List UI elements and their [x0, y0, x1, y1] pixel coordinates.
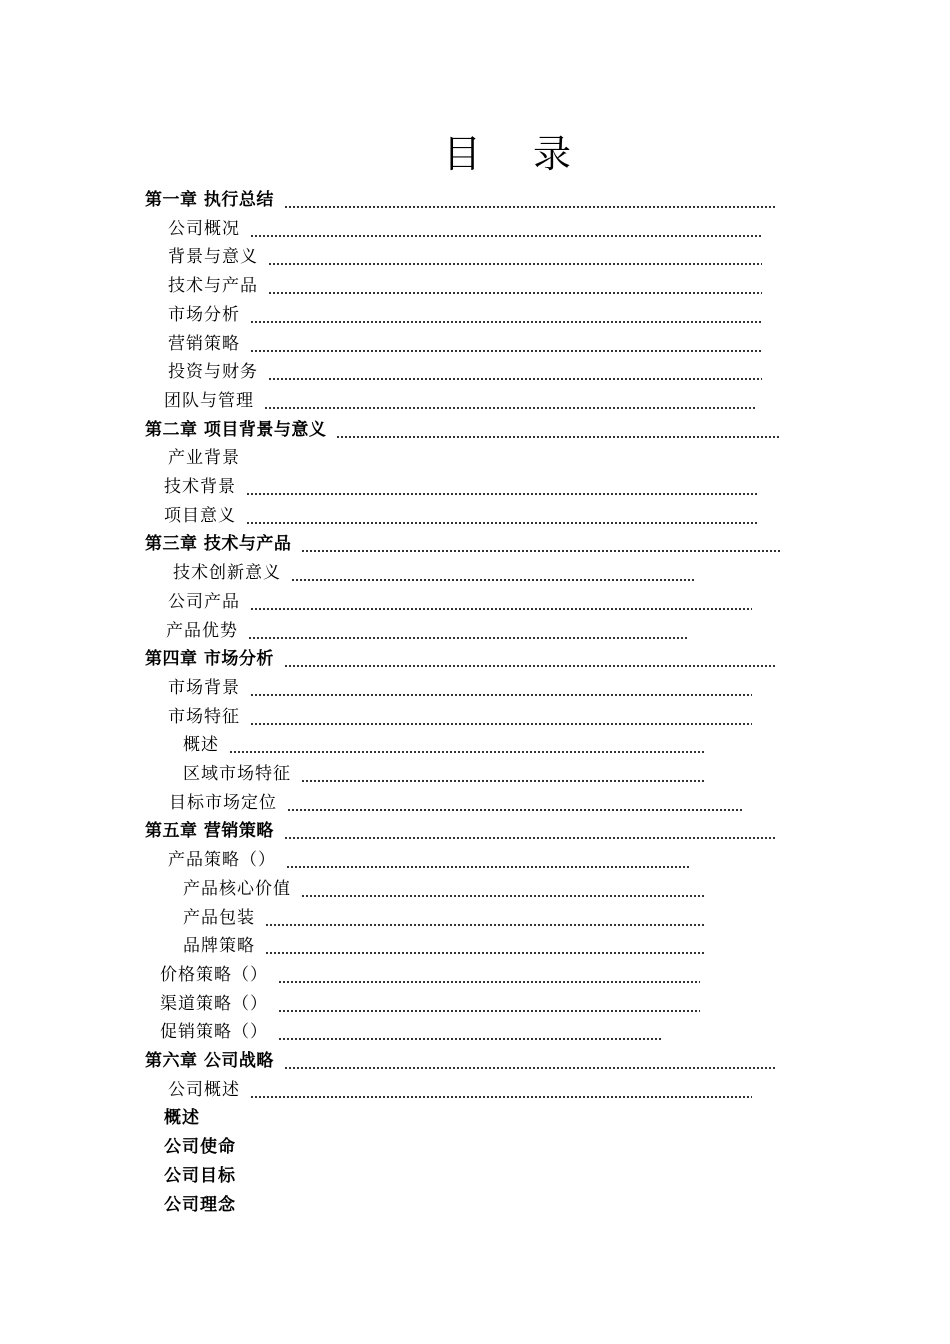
toc-chapter-entry[interactable]	[145, 414, 781, 442]
toc-entry[interactable]	[168, 701, 752, 729]
toc-entry[interactable]	[164, 471, 757, 499]
toc-entry-label: 渠道策略（）	[160, 993, 268, 1014]
toc-entry[interactable]	[168, 1074, 752, 1102]
toc-entry-label: 第四章 市场分析	[145, 649, 274, 670]
toc-entry-label: 产业背景	[168, 448, 240, 469]
dot-leader	[284, 206, 776, 208]
dot-leader	[268, 263, 762, 265]
dot-leader	[284, 837, 776, 839]
toc-entry-label: 公司概况	[168, 218, 240, 239]
toc-entry[interactable]	[164, 1102, 400, 1130]
toc-entry-label: 促销策略（）	[160, 1022, 268, 1043]
toc-entry-label: 第一章 执行总结	[145, 190, 274, 210]
toc-entry-label: 产品核心价值	[183, 878, 291, 899]
toc-entry-label: 公司目标	[164, 1165, 236, 1186]
toc-chapter-entry[interactable]	[145, 528, 781, 556]
dot-leader	[284, 665, 776, 667]
toc-entry[interactable]	[168, 328, 762, 356]
dot-leader	[264, 407, 757, 409]
toc-entry[interactable]	[164, 500, 757, 528]
toc-entry[interactable]	[169, 787, 743, 815]
toc-entry-label: 产品策略（）	[168, 850, 276, 871]
toc-entry[interactable]	[183, 729, 705, 757]
toc-entry[interactable]	[164, 1131, 400, 1159]
toc-entry-label: 第六章 公司战略	[145, 1051, 274, 1071]
toc-entry[interactable]	[168, 356, 762, 384]
toc-entry-label: 背景与意义	[168, 247, 258, 268]
toc-entry-label: 公司产品	[168, 591, 240, 612]
dot-leader	[301, 550, 781, 552]
toc-entry-label: 市场特征	[168, 706, 240, 727]
toc-entry[interactable]	[168, 241, 762, 269]
toc-entry-label: 市场背景	[168, 677, 240, 698]
toc-entry-label: 第五章 营销策略	[145, 821, 274, 842]
toc-entry[interactable]	[168, 213, 762, 241]
dot-leader	[265, 924, 705, 926]
dot-leader	[229, 751, 705, 753]
dot-leader	[250, 1096, 752, 1098]
dot-leader	[278, 1010, 700, 1012]
toc-entry[interactable]	[160, 988, 700, 1016]
dot-leader	[287, 809, 743, 811]
toc-entry-label: 目标市场定位	[169, 792, 277, 813]
dot-leader	[301, 780, 705, 782]
toc-entry-label: 第三章 技术与产品	[145, 534, 292, 555]
toc-entry-label: 公司概述	[168, 1079, 240, 1100]
toc-entry-label: 价格策略（）	[160, 964, 268, 985]
toc-entry[interactable]	[164, 1189, 400, 1217]
dot-leader	[250, 235, 762, 237]
dot-leader	[268, 378, 762, 380]
toc-entry-label: 产品优势	[166, 620, 238, 641]
dot-leader	[250, 694, 752, 696]
toc-entry[interactable]	[164, 1160, 400, 1188]
dot-leader	[250, 321, 762, 323]
dot-leader	[278, 981, 700, 983]
page-title: 目 录	[442, 132, 592, 176]
dot-leader	[284, 1067, 776, 1069]
toc-entry[interactable]	[168, 672, 752, 700]
toc-entry-label: 概述	[164, 1108, 200, 1129]
toc-chapter-entry[interactable]	[145, 815, 776, 843]
toc-entry[interactable]	[168, 442, 757, 470]
toc-entry-label: 技术创新意义	[173, 563, 281, 584]
dot-leader	[248, 637, 688, 639]
toc-entry[interactable]	[168, 270, 762, 298]
toc-entry[interactable]	[173, 557, 695, 585]
toc-entry[interactable]	[164, 385, 757, 413]
toc-entry[interactable]	[160, 959, 700, 987]
dot-leader	[246, 522, 757, 524]
dot-leader	[246, 493, 757, 495]
toc-entry-label: 第二章 项目背景与意义	[145, 419, 327, 440]
toc-chapter-entry[interactable]	[145, 184, 776, 212]
toc-entry-label: 项目意义	[164, 505, 236, 526]
dot-leader	[268, 292, 762, 294]
toc-entry-label: 品牌策略	[183, 936, 255, 957]
toc-entry-label: 公司使命	[164, 1137, 236, 1158]
dot-leader	[291, 579, 695, 581]
toc-entry[interactable]	[183, 930, 705, 958]
toc-entry[interactable]	[168, 299, 762, 327]
toc-entry[interactable]	[166, 615, 688, 643]
dot-leader	[250, 350, 762, 352]
toc-entry-label: 技术背景	[164, 477, 236, 497]
dot-leader	[336, 436, 781, 438]
dot-leader	[301, 895, 705, 897]
dot-leader	[286, 866, 690, 868]
toc-entry[interactable]	[183, 873, 705, 901]
toc-entry-label: 概述	[183, 735, 219, 756]
toc-entry[interactable]	[183, 758, 705, 786]
toc-chapter-entry[interactable]	[145, 643, 776, 671]
toc-entry[interactable]	[168, 586, 752, 614]
dot-leader	[250, 608, 752, 610]
toc-entry[interactable]	[183, 902, 705, 930]
toc-entry-label: 技术与产品	[168, 276, 258, 297]
dot-leader	[250, 723, 752, 725]
dot-leader	[278, 1038, 661, 1040]
toc-entry-label: 区域市场特征	[183, 764, 291, 784]
toc-entry-label: 产品包装	[183, 907, 255, 928]
toc-entry-label: 团队与管理	[164, 390, 254, 411]
toc-entry-label: 市场分析	[168, 304, 240, 325]
toc-entry[interactable]	[160, 1016, 661, 1044]
toc-entry-label: 投资与财务	[168, 362, 258, 383]
toc-entry-label: 公司理念	[164, 1194, 236, 1215]
toc-entry[interactable]	[168, 844, 690, 872]
toc-entry-label: 营销策略	[168, 333, 240, 354]
dot-leader	[265, 952, 705, 954]
toc-chapter-entry[interactable]	[145, 1045, 776, 1073]
